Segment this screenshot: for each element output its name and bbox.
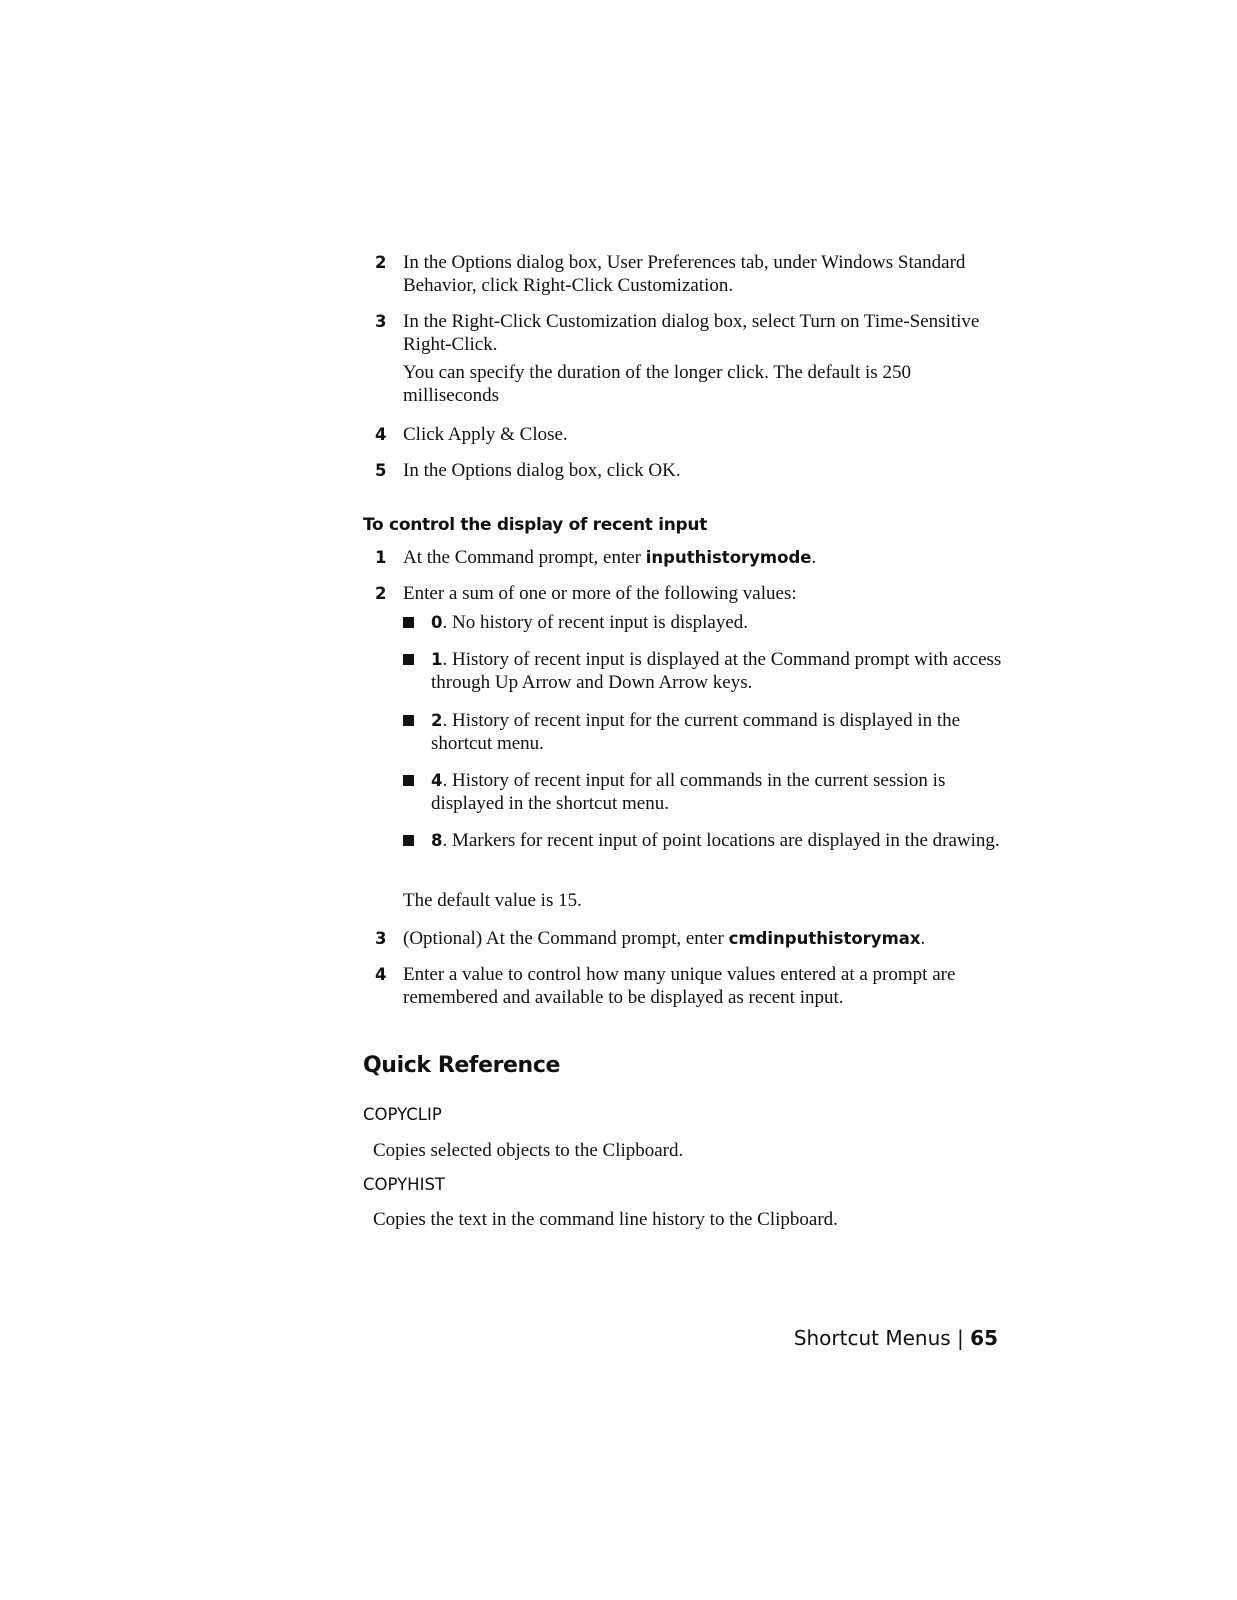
step-text: At the Command prompt, enter inputhistorymode. — [403, 547, 817, 568]
page-footer — [794, 1326, 998, 1350]
quick-reference-title: Quick Reference — [363, 1053, 560, 1078]
step-number: 2 — [375, 584, 387, 603]
step-text: (Optional) At the Command prompt, enter cmdinputhistorymax. — [403, 928, 926, 949]
bullet-item: 4. History of recent input for all commands in the current session is displayed in the shortcut menu. — [431, 770, 946, 814]
step-number: 4 — [375, 965, 387, 984]
step-text: Enter a value to control how many unique values entered at a prompt are remembered and available to be displayed as recent input. — [403, 964, 956, 1008]
bullet-item: 8. Markers for recent input of point locations are displayed in the drawing. — [431, 830, 1000, 851]
bullet-marker — [403, 654, 414, 665]
bullet-marker — [403, 775, 414, 786]
footer-separator: | — [957, 1326, 964, 1350]
step-number: 3 — [375, 312, 387, 331]
step-number: 2 — [375, 253, 387, 272]
page-number: 65 — [970, 1326, 998, 1350]
step-text: Click Apply & Close. — [403, 424, 568, 445]
bullet-item: 2. History of recent input for the current command is displayed in the shortcut menu. — [431, 710, 961, 754]
bullet-marker — [403, 617, 414, 628]
step-note: You can specify the duration of the longer click. The default is 250 milliseconds — [403, 362, 911, 406]
bullet-item: 0. No history of recent input is displayed. — [431, 612, 749, 633]
command-keyword: cmdinputhistorymax — [728, 929, 921, 948]
step-number: 4 — [375, 425, 387, 444]
command-name: COPYCLIP — [363, 1105, 442, 1124]
step-number: 3 — [375, 929, 387, 948]
bullet-marker — [403, 715, 414, 726]
bullet-marker — [403, 835, 414, 846]
command-description: Copies the text in the command line history to the Clipboard. — [373, 1209, 838, 1230]
step-text: In the Options dialog box, click OK. — [403, 460, 681, 481]
step-number: 5 — [375, 461, 387, 480]
bullet-item: 1. History of recent input is displayed at the Command prompt with access through Up Arrow and Down Arrow keys. — [431, 649, 1002, 693]
procedure-heading: To control the display of recent input — [363, 515, 708, 535]
command-keyword: inputhistorymode — [645, 548, 812, 567]
step-text: In the Options dialog box, User Preferences tab, under Windows Standard Behavior, click Right-Click Customization. — [403, 252, 966, 296]
command-description: Copies selected objects to the Clipboard. — [373, 1140, 684, 1161]
step-text: Enter a sum of one or more of the following values: — [403, 583, 797, 604]
default-note: The default value is 15. — [403, 890, 582, 911]
step-text: In the Right-Click Customization dialog box, select Turn on Time-Sensitive Right-Click. — [403, 311, 980, 355]
step-number: 1 — [375, 548, 387, 567]
footer-section-title: Shortcut Menus — [793, 1326, 951, 1350]
command-name: COPYHIST — [363, 1175, 446, 1194]
